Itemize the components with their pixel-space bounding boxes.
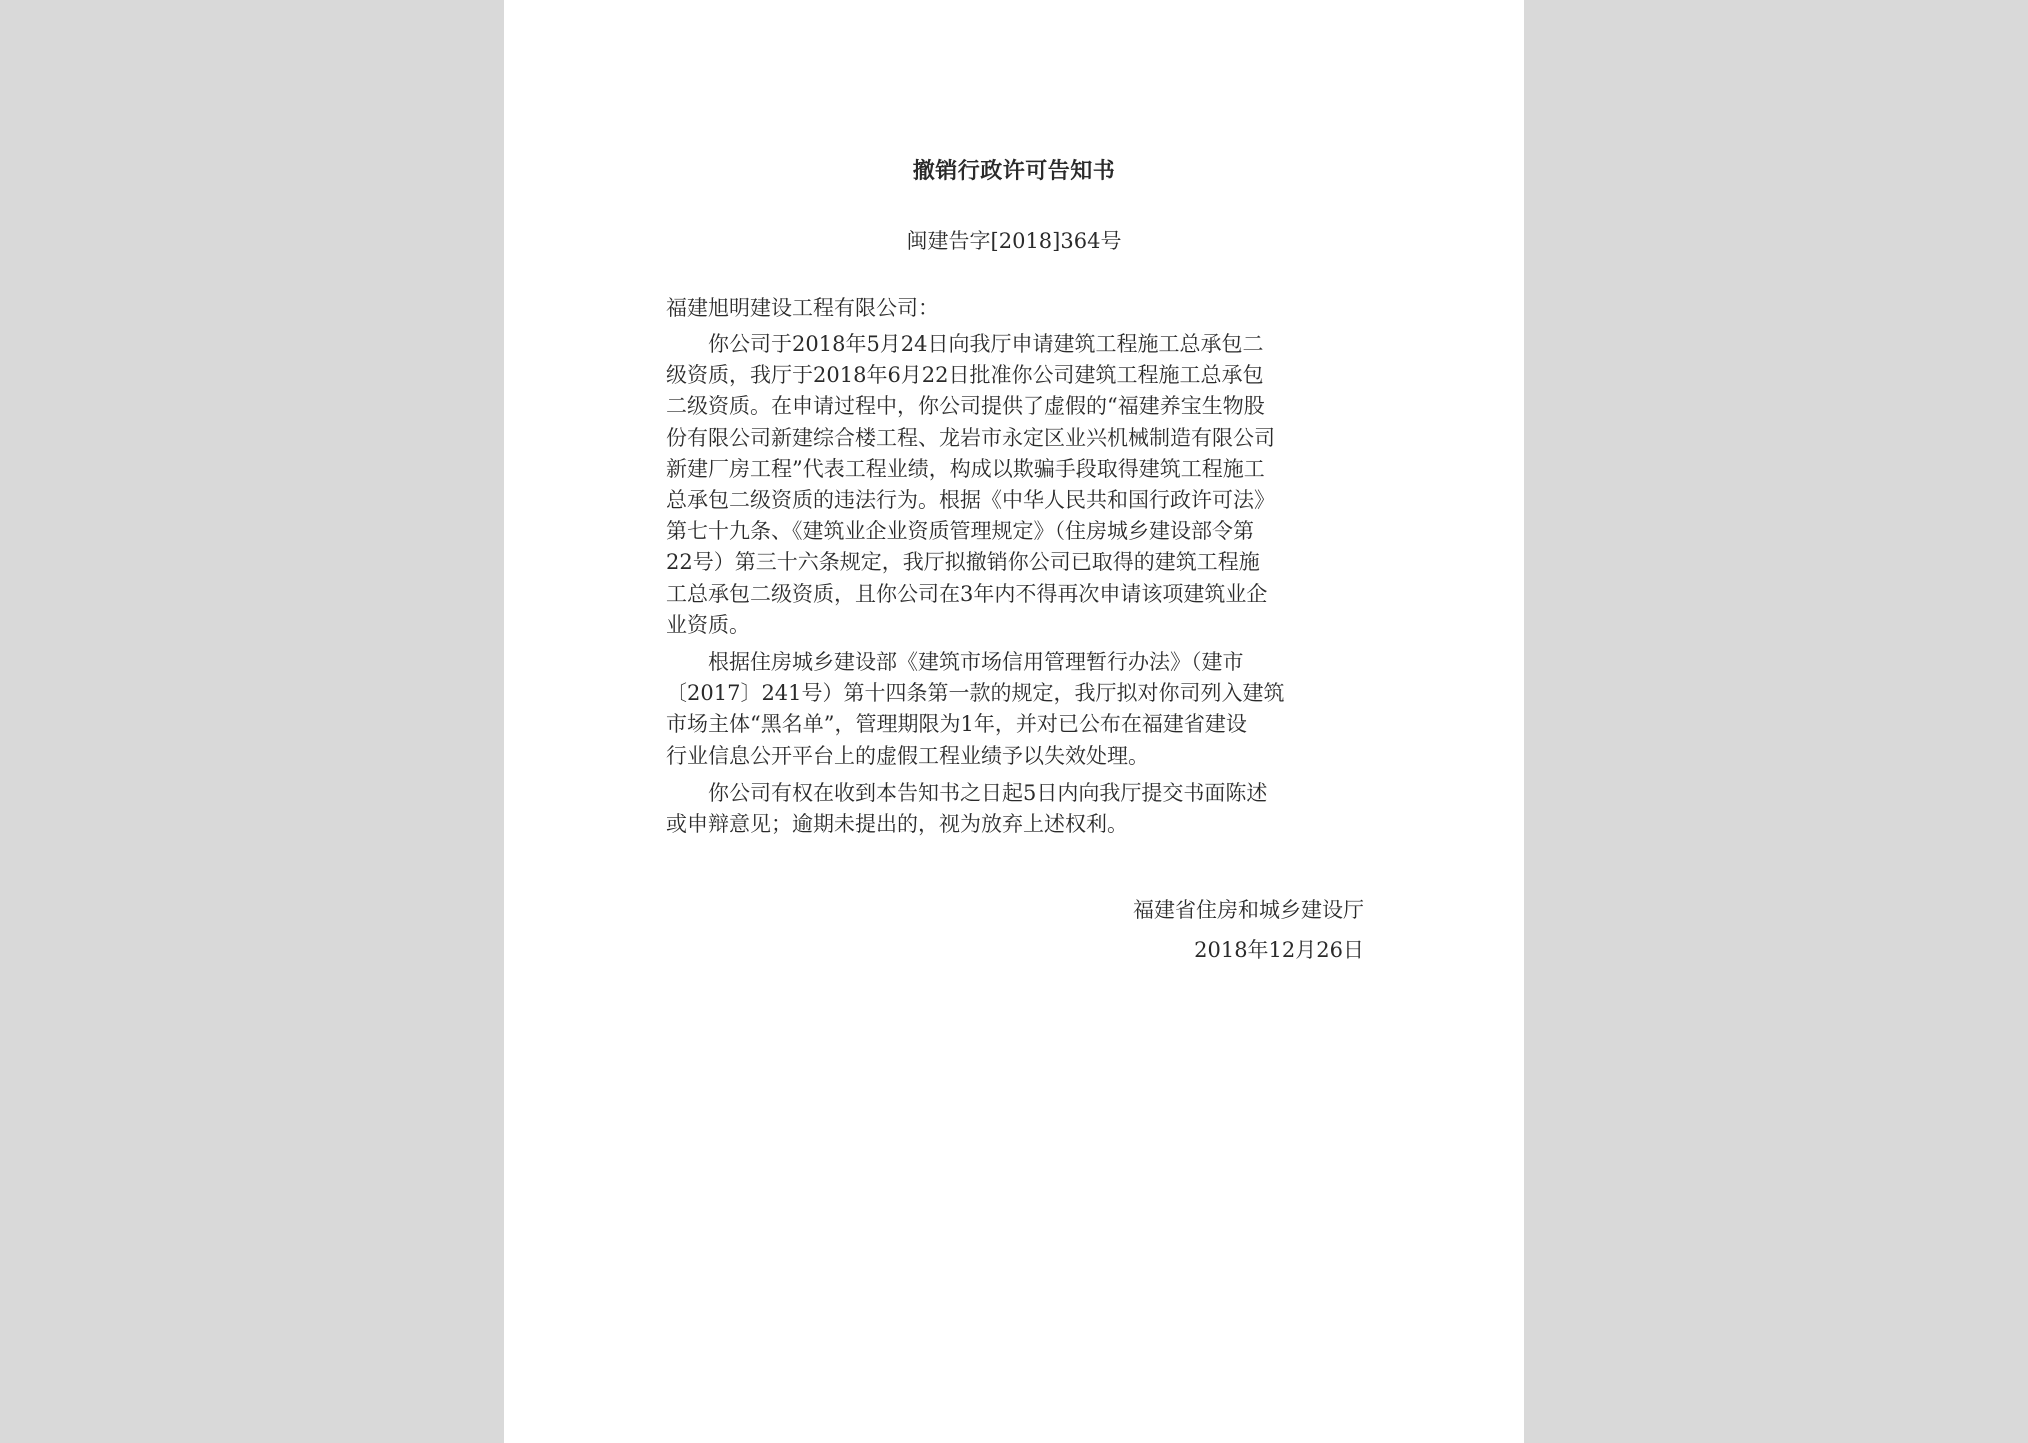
text-line: 级资质，我厅于2018年6月22日批准你公司建筑工程施工总承包: [666, 363, 1264, 388]
document-body: [666, 329, 1366, 846]
text-line: 总承包二级资质的违法行为。根据《中华人民共和国行政许可法》: [666, 488, 1275, 513]
text-line: 工总承包二级资质，且你公司在3年内不得再次申请该项建筑业企: [666, 581, 1268, 606]
text-line: 22号）第三十六条规定，我厅拟撤销你公司已取得的建筑工程施: [666, 550, 1260, 575]
text-line: 新建厂房工程”代表工程业绩，构成以欺骗手段取得建筑工程施工: [666, 456, 1265, 481]
paragraph-2: [666, 647, 1366, 772]
document-page: [504, 0, 1524, 1443]
text-line: 市场主体“黑名单”，管理期限为1年，并对已公布在福建省建设: [666, 712, 1247, 737]
text-line: 你公司有权在收到本告知书之日起5日内向我厅提交书面陈述: [708, 780, 1268, 805]
text-line: 第七十九条、《建筑业企业资质管理规定》（住房城乡建设部令第: [666, 519, 1254, 544]
text-line: 根据住房城乡建设部《建筑市场信用管理暂行办法》（建市: [708, 650, 1244, 675]
text-line: 〔2017〕241号）第十四条第一款的规定，我厅拟对你司列入建筑: [666, 681, 1285, 706]
document-title: 撤销行政许可告知书: [912, 158, 1116, 184]
text-line: 你公司于2018年5月24日向我厅申请建筑工程施工总承包二: [708, 332, 1264, 356]
text-line: 业资质。: [666, 612, 750, 637]
document-number: 闽建告字[2018]364号: [906, 229, 1122, 253]
addressee: 福建旭明建设工程有限公司：: [666, 296, 939, 320]
text-line: 或申辩意见；逾期未提出的，视为放弃上述权利。: [666, 812, 1128, 837]
signature-organization: 福建省住房和城乡建设厅: [1133, 898, 1364, 922]
text-line: 行业信息公开平台上的虚假工程业绩予以失效处理。: [666, 743, 1149, 768]
text-line: 二级资质。在申请过程中，你公司提供了虚假的“福建养宝生物股: [666, 394, 1265, 419]
paragraph-1: [666, 329, 1366, 641]
text-line: 份有限公司新建综合楼工程、龙岩市永定区业兴机械制造有限公司: [666, 425, 1275, 450]
paragraph-3: [666, 778, 1366, 840]
signature-date: 2018年12月26日: [1194, 938, 1364, 962]
